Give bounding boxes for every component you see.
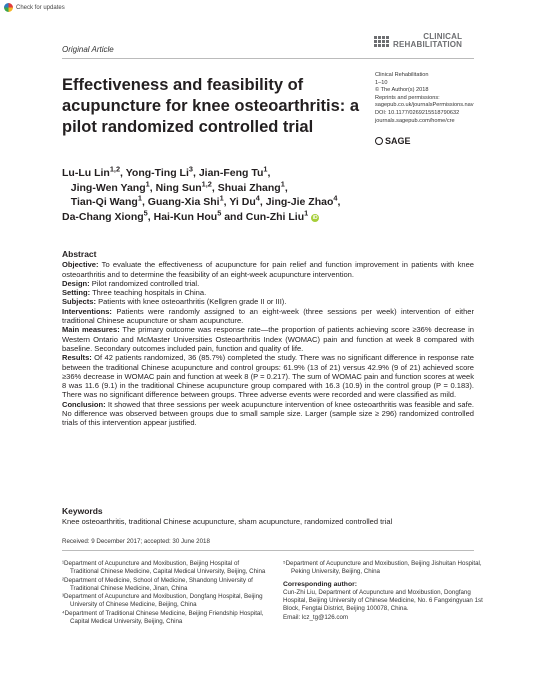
section-label: Objective: — [62, 260, 99, 270]
section-text: Of 42 patients randomized, 36 (85.7%) completed the study. There was no significant difference in response rate between the traditional Chinese acupuncture and control groups: 61.9% (13 of 21) versus 42.9% (9 of 21) achieved score ≥36% decrease in WOMAC pain and function at week 8 (P = 0.217). The sum of WOMAC pain and function scores at week 8 was 11.6 (9.1) in the traditional Chinese acupuncture group compared with 16.3 (10.9) in the control group (P = 0.183). There was no significant difference between groups. Three adverse events were recorded and were classified as mild. — [62, 353, 474, 400]
abstract — [62, 250, 474, 428]
journal-name-line1: CLINICAL — [423, 32, 463, 41]
author-name[interactable]: Shuai Zhang — [217, 181, 281, 194]
meta-permissions-link[interactable]: sagepub.co.uk/journalsPermissions.nav — [375, 102, 474, 109]
author-affil: 1,2 — [109, 164, 121, 174]
author-affil: 4 — [255, 193, 260, 203]
abstract-objective — [62, 260, 474, 279]
author-affil: 4 — [333, 193, 338, 203]
author-name[interactable]: Jing-Wen Yang — [70, 181, 146, 194]
author-name[interactable]: Jian-Feng Tu — [198, 167, 264, 179]
orcid-icon[interactable]: iD — [312, 214, 318, 221]
received-dates: Received: 9 December 2017; accepted: 30 June 2018 — [62, 538, 210, 545]
section-text: Three teaching hospitals in China. — [92, 288, 207, 298]
corresponding-author-address: Cun-Zhi Liu, Department of Acupuncture and Moxibustion, Dongfang Hospital, Beijing University of Chinese Medicine, No. 6 Fangxingyuan 1st Block, Fengtai District, Beijing 100078, China. — [283, 588, 483, 613]
abstract-conclusion — [62, 400, 474, 428]
meta-journal: Clinical Rehabilitation — [375, 72, 429, 78]
author-affil: 3 — [188, 164, 193, 174]
author-affil: 1 — [263, 164, 268, 174]
section-label: Conclusion: — [62, 399, 106, 409]
abstract-heading: Abstract — [62, 249, 97, 259]
author-name[interactable]: Hai-Kun Hou — [153, 210, 218, 223]
affiliation: ⁴Department of Traditional Chinese Medicine, Beijing Friendship Hospital, Capital Medical University, Beijing, China — [62, 609, 264, 626]
author-affil: 1 — [304, 208, 309, 217]
author-name[interactable]: Da-Chang Xiong — [62, 210, 144, 223]
meta-reprints: Reprints and permissions: — [375, 94, 440, 101]
author-name[interactable]: Tian-Qi Wang — [70, 196, 138, 208]
check-for-updates-badge[interactable] — [4, 3, 65, 12]
journal-meta — [375, 72, 505, 125]
author-affil: 1 — [219, 193, 224, 203]
abstract-interventions — [62, 307, 474, 326]
author-affil: 1 — [280, 179, 285, 188]
corresponding-author-email[interactable]: Email: lcz_tg@126.com — [283, 613, 349, 621]
article-title: Effectiveness and feasibility of acupuncture for knee osteoarthritis: a pilot randomized controlled trial — [62, 76, 360, 136]
journal-name-line2: REHABILITATION — [393, 40, 463, 49]
affiliation: ⁵Department of Acupuncture and Moxibustion, Beijing Jishuitan Hospital, Peking University, Beijing, China — [283, 560, 482, 576]
crossmark-icon — [4, 3, 13, 12]
keywords-heading: Keywords — [62, 506, 103, 516]
publisher-name: SAGE — [385, 136, 411, 146]
author-name[interactable]: Yi Du — [229, 196, 256, 208]
author-list: Lu-Lu Lin$^{1,2}$, Yong-Ting Li$^3$, Jian-Feng Tu$^1$, Jing-Wen Yang$^1$, Ning Sun$^{1,2}$, Shuai Zhang$^1$, Tian-Qi Wang$^1$, Guang-Xia Shi$^1$, Yi Du$^4$, Jing-Jie Zhao$^4$, Da-Chang Xiong$^5$, Hai-Kun Hou$^5$ and Cun-Zhi Liu$^1$ iD — [62, 164, 341, 223]
corresponding-author-heading: Corresponding author: — [283, 580, 358, 588]
affiliation: ³Department of Acupuncture and Moxibustion, Dongfang Hospital, Beijing University of Chinese Medicine, Beijing, China — [62, 593, 263, 609]
journal-name — [393, 33, 462, 49]
keywords — [62, 507, 474, 527]
affiliations-right — [283, 560, 483, 622]
author-affil: 1,2 — [201, 179, 212, 188]
meta-doi[interactable]: DOI: 10.1177/0269215518790632 — [375, 109, 460, 116]
check-for-updates-label: Check for updates — [16, 4, 65, 11]
author-name[interactable]: Ning Sun — [155, 181, 202, 194]
journal-logo — [374, 33, 462, 49]
author-name[interactable]: Yong-Ting Li — [125, 167, 189, 179]
affiliation: ¹Department of Acupuncture and Moxibustion, Beijing Hospital of Traditional Chinese Medicine, Capital Medical University, Beijing, China — [62, 560, 266, 576]
abstract-main-measures — [62, 325, 474, 353]
author-name[interactable]: Guang-Xia Shi — [147, 196, 220, 208]
section-text: Patients with knee osteoarthritis (Kellgren grade II or III). — [98, 297, 287, 307]
sage-circle-icon — [375, 137, 383, 145]
section-text: It showed that three sessions per week acupuncture intervention of knee osteoarthritis was feasible and safe. No difference was observed between groups due to small sample size. Larger (sample size ≥ 296) randomized controlled trials of this intervention appear justified. — [62, 399, 474, 428]
section-label: Results: — [62, 353, 92, 363]
abstract-setting — [62, 288, 474, 297]
section-label: Design: — [62, 278, 90, 288]
author-affil: 5 — [143, 208, 148, 217]
affiliation: ²Department of Medicine, School of Medicine, Shandong University of Traditional Chinese Medicine, Jinan, China — [62, 576, 253, 592]
article-type: Original Article — [62, 45, 114, 54]
meta-pages: 1–10 — [375, 79, 388, 86]
author-name[interactable]: Lu-Lu Lin — [62, 167, 110, 179]
section-label: Interventions: — [62, 306, 112, 316]
journal-grid-icon — [374, 36, 389, 47]
section-text: The primary outcome was response rate—the proportion of patients achieving score ≥36% decrease in Western Ontario and McMaster Universities Osteoarthritis Index (WOMAC) pain and function at week 8 compared with baseline. Secondary outcomes included pain, function and quality of life. — [62, 325, 475, 353]
author-affil: 1 — [137, 193, 142, 203]
section-label: Subjects: — [62, 297, 96, 307]
meta-journal-link[interactable]: journals.sagepub.com/home/cre — [375, 117, 455, 124]
section-text: To evaluate the effectiveness of acupuncture for pain relief and function improvement in patients with knee osteoarthritis and to determine the feasibility of an eight-week acupuncture intervention. — [62, 260, 475, 279]
section-label: Main measures: — [62, 325, 120, 335]
header-divider — [62, 58, 474, 59]
keywords-text: Knee osteoarthritis, traditional Chinese acupuncture, sham acupuncture, randomized controlled trial — [62, 517, 393, 527]
author-affil: 5 — [217, 208, 222, 217]
author-name[interactable]: Cun-Zhi Liu — [245, 210, 305, 223]
abstract-subjects — [62, 297, 474, 306]
author-name[interactable]: Jing-Jie Zhao — [265, 196, 334, 208]
publisher-logo — [375, 136, 411, 146]
footer-divider — [62, 550, 474, 551]
section-text: Patients were randomly assigned to an eight-week (three sessions per week) intervention of either traditional Chinese acupuncture or sham acupuncture. — [62, 306, 474, 326]
meta-copyright: © The Author(s) 2018 — [375, 87, 429, 94]
section-label: Setting: — [62, 288, 91, 298]
author-affil: 1 — [145, 179, 150, 188]
section-text: Pilot randomized controlled trial. — [91, 278, 200, 288]
affiliations-left — [62, 560, 267, 626]
abstract-results — [62, 353, 474, 399]
abstract-design — [62, 279, 474, 288]
